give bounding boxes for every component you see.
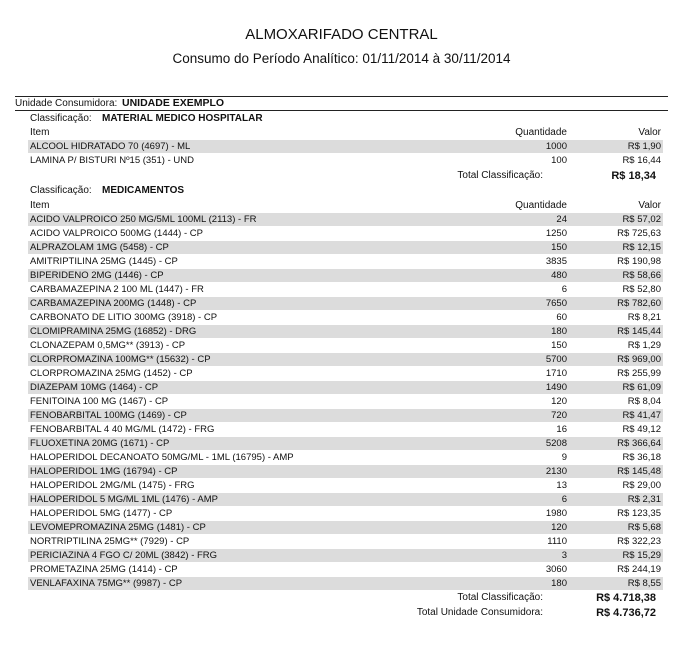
item-value: R$ 1,29 <box>627 340 661 351</box>
item-name: ACIDO VALPROICO 500MG (1444) - CP <box>30 228 203 239</box>
table-row <box>28 353 663 366</box>
item-value: R$ 725,63 <box>617 228 661 239</box>
item-name: AMITRIPTILINA 25MG (1445) - CP <box>30 256 178 267</box>
item-quantity: 16 <box>556 424 567 435</box>
item-name: CLONAZEPAM 0,5MG** (3913) - CP <box>30 340 186 351</box>
item-value: R$ 123,35 <box>617 508 661 519</box>
item-quantity: 7650 <box>545 298 567 309</box>
item-value: R$ 244,19 <box>617 564 661 575</box>
item-value: R$ 322,23 <box>617 536 661 547</box>
table-row <box>28 269 663 282</box>
item-value: R$ 57,02 <box>622 214 661 225</box>
group-total <box>28 591 663 605</box>
table-row <box>28 451 663 464</box>
table-row <box>28 465 663 478</box>
classification-label: Classificação: <box>30 185 92 196</box>
item-name: CLORPROMAZINA 25MG (1452) - CP <box>30 368 193 379</box>
table-row <box>28 297 663 310</box>
item-name: CLORPROMAZINA 100MG** (15632) - CP <box>30 354 211 365</box>
table-row <box>28 283 663 296</box>
item-quantity: 120 <box>551 522 567 533</box>
item-quantity: 9 <box>561 452 567 463</box>
item-name: FLUOXETINA 20MG (1671) - CP <box>30 438 170 449</box>
item-quantity: 180 <box>551 578 567 589</box>
item-name: NORTRIPTILINA 25MG** (7929) - CP <box>30 536 190 547</box>
report-period: Consumo do Período Analítico: 01/11/2014 à 30/11/2014 <box>172 51 511 66</box>
table-row <box>28 507 663 520</box>
item-value: R$ 255,99 <box>617 368 661 379</box>
group-total-value: R$ 4.718,38 <box>596 592 656 604</box>
item-quantity: 1710 <box>545 368 567 379</box>
table-row <box>28 140 663 153</box>
item-name: CARBONATO DE LITIO 300MG (3918) - CP <box>30 312 218 323</box>
item-name: PERICIAZINA 4 FGO C/ 20ML (3842) - FRG <box>30 550 218 561</box>
item-quantity: 480 <box>551 270 567 281</box>
group-total <box>28 169 663 183</box>
col-item: Item <box>30 200 50 211</box>
table-row <box>28 367 663 380</box>
item-quantity: 3 <box>561 550 567 561</box>
item-value: R$ 12,15 <box>622 242 661 253</box>
item-name: PROMETAZINA 25MG (1414) - CP <box>30 564 178 575</box>
col-item: Item <box>30 127 50 138</box>
table-row <box>28 409 663 422</box>
item-name: FENOBARBITAL 4 40 MG/ML (1472) - FRG <box>30 424 215 435</box>
table-row <box>28 577 663 590</box>
item-value: R$ 61,09 <box>622 382 661 393</box>
item-name: ALPRAZOLAM 1MG (5458) - CP <box>30 242 169 253</box>
table-row <box>28 493 663 506</box>
table-row <box>28 213 663 226</box>
item-value: R$ 145,48 <box>617 466 661 477</box>
table-row <box>28 479 663 492</box>
item-name: CLOMIPRAMINA 25MG (16852) - DRG <box>30 326 197 337</box>
col-value: Valor <box>638 127 661 138</box>
item-quantity: 24 <box>556 214 567 225</box>
item-value: R$ 969,00 <box>617 354 661 365</box>
item-quantity: 720 <box>551 410 567 421</box>
item-name: ACIDO VALPROICO 250 MG/5ML 100ML (2113) - FR <box>30 214 257 225</box>
item-quantity: 180 <box>551 326 567 337</box>
classification-line <box>30 112 683 125</box>
item-quantity: 3060 <box>545 564 567 575</box>
table-row <box>28 381 663 394</box>
item-name: ALCOOL HIDRATADO 70 (4697) - ML <box>30 141 191 152</box>
item-name: DIAZEPAM 10MG (1464) - CP <box>30 382 159 393</box>
table-row <box>28 241 663 254</box>
group-total-label: Total Classificação: <box>457 170 543 181</box>
item-value: R$ 49,12 <box>622 424 661 435</box>
table-row <box>28 563 663 576</box>
item-name: FENITOINA 100 MG (1467) - CP <box>30 396 169 407</box>
unit-name: UNIDADE EXEMPLO <box>122 97 225 109</box>
item-quantity: 1250 <box>545 228 567 239</box>
item-quantity: 1980 <box>545 508 567 519</box>
table-row <box>28 423 663 436</box>
table-row <box>28 154 663 167</box>
item-quantity: 3835 <box>545 256 567 267</box>
table-row <box>28 311 663 324</box>
column-header <box>28 199 663 212</box>
item-value: R$ 36,18 <box>622 452 661 463</box>
classification-name: MEDICAMENTOS <box>102 185 185 196</box>
item-value: R$ 2,31 <box>627 494 661 505</box>
item-name: BIPERIDENO 2MG (1446) - CP <box>30 270 164 281</box>
item-quantity: 1110 <box>547 536 567 547</box>
item-quantity: 5700 <box>545 354 567 365</box>
item-value: R$ 16,44 <box>622 155 661 166</box>
col-qty: Quantidade <box>515 200 567 211</box>
item-name: HALOPERIDOL 5MG (1477) - CP <box>30 508 173 519</box>
item-quantity: 6 <box>561 284 567 295</box>
item-value: R$ 145,44 <box>617 326 661 337</box>
item-value: R$ 8,55 <box>627 578 661 589</box>
item-value: R$ 782,60 <box>617 298 661 309</box>
item-value: R$ 366,64 <box>617 438 661 449</box>
item-quantity: 1000 <box>545 141 567 152</box>
item-name: HALOPERIDOL 1MG (16794) - CP <box>30 466 178 477</box>
item-quantity: 1490 <box>545 382 567 393</box>
col-qty: Quantidade <box>515 127 567 138</box>
item-value: R$ 190,98 <box>617 256 661 267</box>
item-value: R$ 29,00 <box>622 480 661 491</box>
item-quantity: 5208 <box>545 438 567 449</box>
item-quantity: 60 <box>556 312 567 323</box>
item-name: VENLAFAXINA 75MG** (9987) - CP <box>30 578 183 589</box>
table-row <box>28 437 663 450</box>
table-row <box>28 339 663 352</box>
item-name: CARBAMAZEPINA 200MG (1448) - CP <box>30 298 197 309</box>
unit-rule <box>15 110 668 111</box>
item-quantity: 120 <box>551 396 567 407</box>
table-row <box>28 325 663 338</box>
table-row <box>28 549 663 562</box>
item-quantity: 150 <box>551 242 567 253</box>
item-value: R$ 8,21 <box>627 312 661 323</box>
group-total-label: Total Classificação: <box>457 592 543 603</box>
grand-total-label: Total Unidade Consumidora: <box>416 607 543 618</box>
item-quantity: 6 <box>561 494 567 505</box>
item-quantity: 13 <box>556 480 567 491</box>
unit-line <box>15 97 668 110</box>
item-value: R$ 58,66 <box>622 270 661 281</box>
item-value: R$ 5,68 <box>627 522 661 533</box>
item-value: R$ 41,47 <box>622 410 661 421</box>
item-name: LEVOMEPROMAZINA 25MG (1481) - CP <box>30 522 206 533</box>
report-title: ALMOXARIFADO CENTRAL <box>245 26 438 43</box>
item-name: CARBAMAZEPINA 2 100 ML (1447) - FR <box>30 284 204 295</box>
item-quantity: 150 <box>551 340 567 351</box>
table-row <box>28 521 663 534</box>
grand-total <box>28 606 663 620</box>
col-value: Valor <box>638 200 661 211</box>
item-value: R$ 1,90 <box>627 141 661 152</box>
classification-name: MATERIAL MEDICO HOSPITALAR <box>102 113 263 124</box>
item-name: LAMINA P/ BISTURI Nº15 (351) - UND <box>30 155 194 166</box>
table-row <box>28 395 663 408</box>
item-quantity: 100 <box>551 155 567 166</box>
grand-total-value: R$ 4.736,72 <box>596 607 656 619</box>
item-name: FENOBARBITAL 100MG (1469) - CP <box>30 410 187 421</box>
item-name: HALOPERIDOL DECANOATO 50MG/ML - 1ML (16795) - AMP <box>30 452 294 463</box>
group-total-value: R$ 18,34 <box>611 170 656 182</box>
classification-line <box>30 184 683 197</box>
classification-label: Classificação: <box>30 113 92 124</box>
item-name: HALOPERIDOL 5 MG/ML 1ML (1476) - AMP <box>30 494 218 505</box>
table-row <box>28 535 663 548</box>
item-value: R$ 15,29 <box>622 550 661 561</box>
item-value: R$ 52,80 <box>622 284 661 295</box>
column-header <box>28 126 663 139</box>
unit-label: Unidade Consumidora: <box>15 98 118 109</box>
table-row <box>28 227 663 240</box>
item-value: R$ 8,04 <box>627 396 661 407</box>
item-quantity: 2130 <box>545 466 567 477</box>
table-row <box>28 255 663 268</box>
item-name: HALOPERIDOL 2MG/ML (1475) - FRG <box>30 480 195 491</box>
